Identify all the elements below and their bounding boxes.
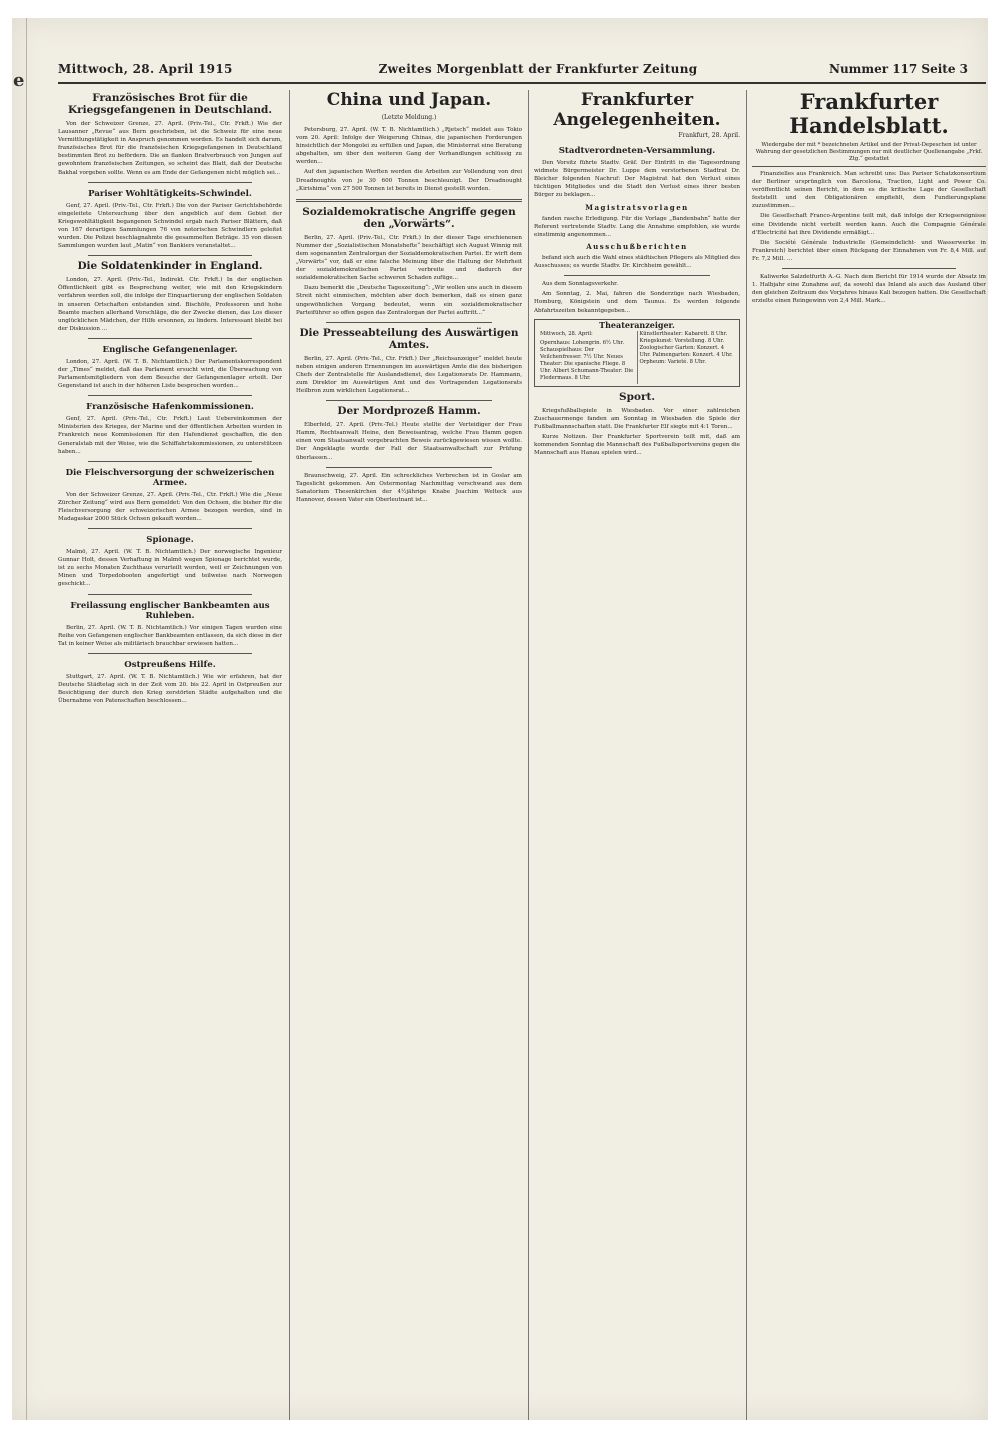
column-rule — [746, 90, 747, 1420]
theater-listing-left — [538, 331, 637, 384]
article-deck: (Letzte Meldung.) — [381, 114, 437, 121]
article-headline: Die Presseabteilung des Auswärtigen Amtes. — [299, 326, 519, 351]
theater-listing-right — [637, 331, 737, 384]
column-rule — [528, 90, 529, 1420]
article-separator — [88, 395, 252, 396]
article-body: Von der Schweizer Grenze, 27. April. (Priv.-Tel., Ctr. Frkft.) Wie der Lausanner „Revue“ aus Bern geschrieben, ist die Schweiz für eine neue Vermittlungstätigkeit in Anspruch genommen worden. Es handelt sich darum, französisches Brot für die französischen Kriegsgefangenen in Deutschland bestimmten Brot zu befördern. Die an flanken Bratverbrauch von Jungen auf gewohntem französischen Zeitungen, so scheint das Blatt, daß der Deutsche Bakhal vorgeben sollte. Wenn es am Ende der Gefangenen nicht möglich sei... — [58, 121, 282, 176]
column-4 — [752, 90, 986, 1420]
article-body: London, 27. April. (W. T. B. Nichtamtlich.) Der Parlamentskorrespondent der „Times“ meldet, daß das Parlament ersucht wird, die Überwachung von Parlamentsmitgliedern von dem Besuche der Gefangenenlager erteilt. Der Gegenstand ist auch in der höheren Liste besprochen worden... — [58, 358, 282, 390]
article-body: Die Société Générale Industrielle (Gemeindelicht- und Wasserwerke in Frankreich) berichtet über einen Rückgang der Einnahmen von Fr. 8,4 Mill. auf Fr. 7,2 Mill. ... — [752, 239, 986, 262]
article-body: Kaliwerke Salzdetfurth A.-G. Nach dem Bericht für 1914 wurde der Absatz im 1. Halbjahr eine Zunahme auf, da sowohl das Inland als auch das Ausland über den gleichen Zeitraum des Vorjahres hinaus Kali bezogen hatten. Die Gesellschaft erzielte einen Reingewinn von 2,4 Mill. Mark... — [752, 274, 986, 305]
theater-listing-title: Theateranzeiger. — [599, 319, 675, 330]
article-headline: Französisches Brot für die Kriegsgefangenen in Deutschland. — [67, 92, 273, 116]
article-body: befand sich auch die Wahl eines städtischen Pflegers als Mitglied des Ausschusses; es wurde Stadtv. Dr. Kirchheim gewählt... — [534, 255, 740, 270]
article-separator — [88, 653, 252, 654]
article-headline: Englische Gefangenenlager. — [102, 344, 238, 355]
column-2 — [296, 90, 522, 1420]
article-headline: Ostpreußens Hilfe. — [124, 659, 216, 670]
theater-listing-date: Mittwoch, 28. April: — [540, 330, 593, 337]
article-headline: China und Japan. — [326, 90, 492, 110]
article-headline: Freilassung englischer Bankbeamten aus Ruhleben. — [70, 600, 270, 621]
article-body: Petersburg, 27. April. (W. T. B. Nichtamtlich.) „Rjetsch“ meldet aus Tokio vom 20. April: Infolge der Weigerung Chinas, die japanischen Forderungen hinsichtlich der Mongolei zu erfüllen und Japan, die Ministerrat eine Beratung abgehalten, um über den weiteren Gang der Verhandlungen schlüssig zu werden... — [296, 127, 522, 166]
theater-listing-entries: Opernhaus: Lohengrin. 6½ Uhr. Schauspielhaus: Der Veilchenfresser. 7½ Uhr. Neues Theater: Die spanische Fliege. 8 Uhr. Albert Schumann-Theater: Die Fledermaus. 8 Uhr. — [540, 339, 634, 381]
paper-edition: Zweites Morgenblatt der Frankfurter Zeitung — [378, 62, 698, 76]
article-separator — [88, 255, 252, 256]
section-dateline: Frankfurt, 28. April. — [678, 132, 740, 139]
previous-page-edge — [12, 18, 27, 1420]
article-body: Die Gesellschaft Franco-Argentine teilt mit, daß infolge der Kriegsereignisse eine Dividende nicht verteilt werden kann. Auch die Compagnie Générale d'Electricité hat ihre Dividende ermäßigt... — [752, 213, 986, 236]
theater-listing — [534, 319, 740, 387]
article-body: Berlin, 27. April. (W. T. B. Nichtamtlich.) Vor einigen Tagen wurden eine Reihe von Gefangenen englischer Bankbeamten entlassen, da sich diese in der Tat in keiner Weise als militärisch brauchbar erwiesen hatten... — [58, 624, 282, 647]
article-separator — [88, 594, 252, 595]
article-body: Auf den japanischen Werften werden die Arbeiten zur Vollendung von drei Dreadnoughts von je 30 600 Tonnen beschleunigt. Der Dreadnought „Kirishima“ von 27 500 Tonnen ist bereits in Dienst gestellt worden. — [296, 169, 522, 192]
theater-listing-grid — [538, 331, 736, 384]
column-1 — [58, 90, 282, 1420]
article-body: Am Sonntag, 2. Mai, fahren die Sonderzüge nach Wiesbaden, Homburg, Königstein und dem Taunus. Es werden folgende Abfahrtszeiten bekanntgegeben... — [534, 291, 740, 314]
article-body: Malmö, 27. April. (W. T. B. Nichtamtlich.) Der norwegische Ingenieur Gunnar Holt, dessen Verhaftung in Malmö wegen Spionage berichtet wurde, ist zu sechs Monaten Zuchthaus verurteilt worden, weil er Zeichnungen von Minen und Torpedobooten angefertigt und teilweise nach Norwegen geschickt... — [58, 549, 282, 588]
section-headline: Frankfurter Angelegenheiten. — [553, 90, 721, 130]
article-body: Dazu bemerkt die „Deutsche Tageszeitung“: „Wir wollen uns auch in diesem Streit nicht einmischen, möchten aber doch bemerken, daß es einen ganz ungewöhnlichen Vorgang bedeutet, wenn ein sozialdemokratischer Parteiführer so offen gegen das Zentralorgan der Partei auftritt...“ — [296, 285, 522, 316]
theater-listing-entries: Künstlertheater: Kabarett. 8 Uhr. Kriegskunst: Vorstellung. 8 Uhr. Zoologischer Garten: Konzert. 4 Uhr. Palmengarten: Konzert. 4 Uhr. Orpheum: Varieté. 8 Uhr. — [639, 330, 733, 365]
article-body: fanden rasche Erledigung. Für die Vorlage „Bandenbahn“ hatte der Referent vertretende Stadtv. Lang die Annahme empfohlen, sie wurde einstimmig angenommen... — [534, 215, 740, 238]
article-separator — [88, 461, 252, 462]
subsection-rubric: Magistratsvorlagen — [585, 202, 689, 212]
article-body: Genf, 27. April. (Priv.-Tel., Ctr. Frkft.) Die von der Pariser Gerichtsbehörde eingeleitete Untersuchung über den angeblich auf dem Gebiet der Kriegswohltätigkeit begangenen Schwindel ergab nach Pariser Blättern, daß von 167 derartigen Sammlungen 76 von notorischen Schwindlern geleitet wurden. Die Polizei beschlagnahmte die gesammelten Beträge. 35 von diesen Sammlungen wurden laut „Matin“ von Bankiers veranstaltet... — [58, 202, 282, 250]
section-headline: Frankfurter Handelsblatt. — [789, 90, 949, 138]
article-headline: Stadtverordneten-Versammlung. — [558, 146, 716, 157]
article-body: Berlin, 27. April. (Priv.-Tel., Ctr. Frkft.) Der „Reichsanzeiger“ meldet heute neben einigen anderen Ernennungen im auswärtigen Amte die des bisherigen Chefs der Zentralstelle für Auslandsdienst, des Legationsrats Dr. Hammann, zum Direktor im Auswärtigen Amt und des Vortragenden Legationsrats Heilbron zum wirklichen Legationsrat... — [296, 355, 522, 395]
article-body: Braunschweig, 27. April. Ein schreckliches Verbrechen ist in Goslar am Tageslicht gekommen. Am Ostermontag Nachmittag verschwand aus dem Sanatorium Thesenkirchen der 4½jährige Knabe Joachim Welteck aus Hannover, dessen Vater ein Oberleutnant ist... — [296, 472, 522, 503]
article-separator — [564, 275, 710, 276]
article-body: London, 27. April. (Priv.-Tel., Indirekt. Ctr. Frkft.) In der englischen Öffentlichkeit gibt es Besprechung weiter, wie mit den Kriegskindern verfahren werden soll, die infolge der Einquartierung der englischen Soldaten in unseren Ortschaften entstanden sind. Bischöfe, Professoren und hohe Beamte machen allerhand Vorschläge, die der Zwecke dienen, das Los dieser unglücklichen Mädchen, der Hilfe ersonnen, zu lindern. Interessant bleibt bei der Diskussion ... — [58, 277, 282, 332]
article-separator — [326, 322, 492, 323]
article-body: Finanzielles aus Frankreich. Man schreibt uns: Das Pariser Schatzkonsortium der Berliner ursprünglich von Barcelona, Traction, Light and Power Co. veröffentlicht seinen Bericht, in dem es die kritische Lage der Gesellschaft feststellt und den Obligationären empfiehlt, dem Fundierungsplane zuzustimmen... — [752, 171, 986, 210]
article-body: Berlin, 27. April. (Priv.-Tel., Ctr. Frkft.) In der dieser Tage erschienenen Nummer der „Sozialistischen Monatshefte“ beschäftigt sich August Winnig mit dem sogenannten Zentralorgan der Sozialdemokratischen Partei. Er wirft dem „Vorwärts“ vor, daß er eine falsche Meinung über die Haltung der Mehrheit der sozialdemokratischen Partei verbreite und dadurch der sozialdemokratischen Sache schweren Schaden zufüge... — [296, 234, 522, 282]
article-separator — [88, 528, 252, 529]
column-rule — [289, 90, 290, 1420]
subsection-rubric: Ausschußberichten — [586, 241, 688, 251]
issue-page-number: Nummer 117 Seite 3 — [828, 62, 968, 76]
article-headline: Die Fleischversorgung der schweizerischen Armee. — [65, 467, 275, 488]
article-body: Den Vorsitz führte Stadtv. Gräf. Der Eintritt in die Tagesordnung widmete Bürgermeister Dr. Luppe dem verstorbenen Stadtrat Dr. Bleicher folgenden Nachruf: Der Magistrat hat den Verlust eines tüchtigen Mitgliedes und die Stadt den Verlust eines ihrer besten Bürger zu beklagen... — [534, 160, 740, 199]
article-headline: Die Soldatenkinder in England. — [77, 260, 263, 273]
article-separator — [326, 467, 492, 468]
article-body: Elberfeld, 27. April. (Priv.-Tel.) Heute stellte der Verteidiger der Frau Hamm, Rechtsanwalt Heine, den Beweisantrag, welche Frau Hamm gegen einen vom Staatsanwalt vorgebrachten Beweis zurückgewiesen wissen wollte. Der Angeklagte wurde der Fall der Staatsanwaltschaft zur Prüfung überlassen... — [296, 422, 522, 461]
article-body: Aus dem Sonntagsverkehr. — [542, 281, 618, 288]
article-separator — [782, 268, 956, 269]
article-headline: Pariser Wohltätigkeits-Schwindel. — [88, 188, 252, 199]
article-headline: Spionage. — [146, 535, 194, 546]
article-body: Stuttgart, 27. April. (W. T. B. Nichtamtlich.) Wie wir erfahren, hat der Deutsche Städtetag sich in der Zeit vom 20. bis 22. April in Ostpreußen zur Besichtigung der durch den Krieg zerstörten Städte aufgehalten und die Übernahme von Patenschaften beschlossen... — [58, 673, 282, 705]
article-headline: Französische Hafenkommissionen. — [86, 402, 254, 413]
issue-date: Mittwoch, 28. April 1915 — [58, 62, 233, 76]
article-headline: Sozialdemokratische Angriffe gegen den „Vorwärts“. — [302, 205, 516, 230]
article-headline: Der Mordprozeß Hamm. — [337, 405, 481, 418]
margin-mark: e — [13, 70, 25, 91]
copyright-notice: Wiedergabe der mit * bezeichneten Artikel und der Privat-Depeschen ist unter Wahrung der gesetzlichen Bestimmungen nur mit deutlicher Quellenangabe „Frkf. Ztg.“ gestattet — [752, 142, 986, 167]
article-separator — [326, 400, 492, 401]
article-body: Kriegsfußballspiele in Wiesbaden. Vor einer zahlreichen Zuschauermenge fanden am Sonntag in Wiesbaden die Spiele der Fußballmannschaften statt. Die Frankfurter Elf siegte mit 4:1 Toren... — [534, 407, 740, 430]
article-body: Kurze Notizen. Der Frankfurter Sportverein teilt mit, daß am kommenden Sonntag die Mannschaft des Fußballsportvereins gegen die Mannschaft aus Hanau spielen wird... — [534, 433, 740, 457]
column-3 — [534, 90, 740, 1420]
section-headline: Sport. — [619, 390, 655, 403]
newspaper-page — [12, 18, 988, 1420]
article-body: Genf, 27. April. (Priv.-Tel., Ctr. Frkft.) Laut Uebereinkommen der Ministerien des Krieges, der Marine und der öffentlichen Arbeiten wurden in Frankreich neue Kommissionen für den Hafendienst geschaffen, die den Generalstab mit der Weise, wie die Schiffahrtskommissionen, zu unterstützen haben... — [58, 416, 282, 455]
article-body: Von der Schweizer Grenze, 27. April. (Priv.-Tel., Ctr. Frkft.) Wie die „Neue Zürcher Zeitung“ wird aus Bern gemeldet: Von den Ochsen, die bisher für die Fleischversorgung der schweizerischen Armee bezogen werden, sind in Madagaskar 2000 Stück Ochsen gekauft worden... — [58, 491, 282, 522]
article-separator — [296, 199, 522, 202]
article-separator — [88, 182, 252, 183]
page-masthead — [58, 48, 986, 84]
article-separator — [88, 338, 252, 339]
